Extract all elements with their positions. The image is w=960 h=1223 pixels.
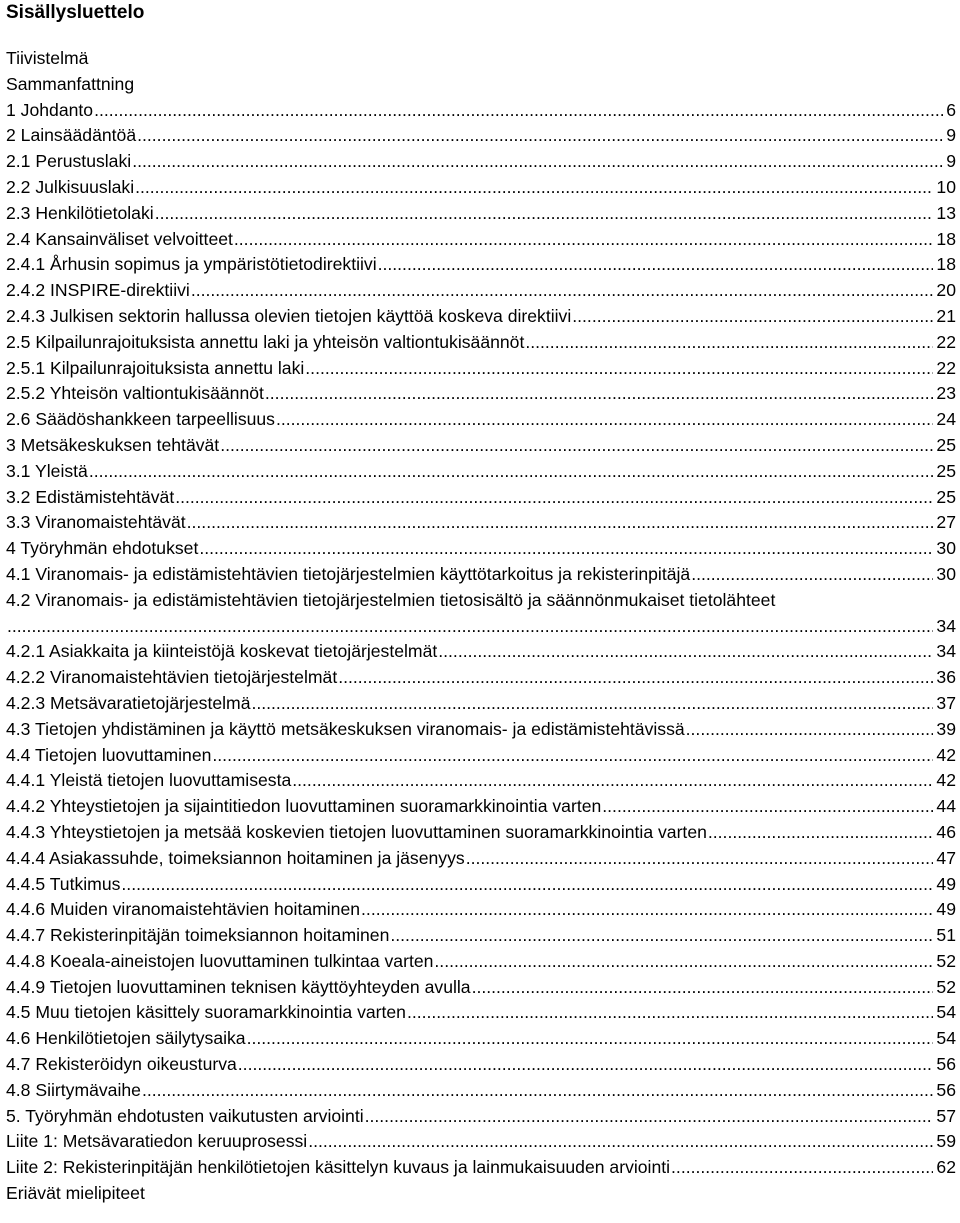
toc-dot-leader <box>247 1026 934 1052</box>
toc-entry[interactable] <box>6 175 960 201</box>
toc-dot-leader <box>265 381 934 407</box>
toc-page-number: 52 <box>936 976 956 997</box>
toc-dot-leader <box>94 98 943 124</box>
toc-entry[interactable] <box>6 356 960 382</box>
toc-dot-leader <box>175 485 933 511</box>
toc-entry[interactable] <box>6 459 960 485</box>
toc-page-number: 34 <box>936 641 956 662</box>
toc-entry-title: 3 Metsäkeskuksen tehtävät <box>6 433 220 459</box>
toc-entry-title: 4.4.2 Yhteystietojen ja sijaintitiedon luovuttaminen suoramarkkinointia varten <box>6 794 602 820</box>
toc-entry[interactable] <box>6 691 960 717</box>
toc-entry-title: 4.4.6 Muiden viranomaistehtävien hoitaminen <box>6 897 361 923</box>
toc-page-number: 9 <box>946 125 956 146</box>
toc-entry[interactable] <box>6 897 960 923</box>
toc-dot-leader <box>361 897 933 923</box>
toc-entry[interactable] <box>6 123 960 149</box>
toc-entry-title: 2 Lainsäädäntöä <box>6 123 137 149</box>
toc-page-number: 34 <box>936 615 956 636</box>
toc-entry-title: 1 Johdanto <box>6 98 94 124</box>
toc-page-number: 6 <box>946 99 956 120</box>
toc-dot-leader <box>438 639 933 665</box>
toc-dot-leader <box>137 123 943 149</box>
toc-page-number: 54 <box>936 1028 956 1049</box>
toc-entry-title: 4.8 Siirtymävaihe <box>6 1078 142 1104</box>
toc-page-number: 46 <box>936 821 956 842</box>
toc-dot-leader <box>338 665 933 691</box>
toc-dot-leader <box>407 1000 933 1026</box>
toc-dot-leader <box>234 227 934 253</box>
toc-page-number: 18 <box>936 254 956 275</box>
toc-dot-leader <box>708 820 934 846</box>
toc-entry-title: 4.1 Viranomais- ja edistämistehtävien tietojärjestelmien käyttötarkoitus ja rekisterinpitäjä <box>6 562 691 588</box>
toc-page-number: 56 <box>936 1054 956 1075</box>
toc-dot-leader <box>121 872 933 898</box>
toc-entry[interactable] <box>6 794 960 820</box>
toc-dot-leader <box>671 1155 933 1181</box>
toc-entry[interactable] <box>6 1181 960 1207</box>
toc-page-number: 10 <box>936 176 956 197</box>
toc-entry[interactable] <box>6 72 960 98</box>
toc-page-number: 42 <box>936 770 956 791</box>
toc-dot-leader <box>602 794 933 820</box>
toc-dot-leader <box>276 407 933 433</box>
toc-entry-title: 3.2 Edistämistehtävät <box>6 485 175 511</box>
toc-entry[interactable] <box>6 1052 960 1078</box>
toc-entry-title: 4.4.7 Rekisterinpitäjän toimeksiannon hoitaminen <box>6 923 390 949</box>
toc-entry[interactable] <box>6 949 960 975</box>
toc-entry[interactable] <box>6 46 960 72</box>
toc-page-number: 22 <box>936 357 956 378</box>
toc-entry-title: 4.4.8 Koeala-aineistojen luovuttaminen tulkintaa varten <box>6 949 434 975</box>
toc-entry-title: 4.6 Henkilötietojen säilytysaika <box>6 1026 247 1052</box>
toc-dot-leader <box>390 923 933 949</box>
toc-page-number: 39 <box>936 718 956 739</box>
toc-dot-leader <box>434 949 933 975</box>
toc-entry[interactable] <box>6 433 960 459</box>
toc-page-number: 30 <box>936 538 956 559</box>
toc-entry-title: 2.1 Perustuslaki <box>6 149 132 175</box>
toc-page-number: 42 <box>936 744 956 765</box>
toc-dot-leader <box>292 768 933 794</box>
document-page <box>6 0 960 1223</box>
toc-page-number: 27 <box>936 512 956 533</box>
toc-dot-leader <box>686 717 934 743</box>
toc-entry[interactable] <box>6 588 960 614</box>
toc-page-number: 22 <box>936 331 956 352</box>
toc-entry[interactable] <box>6 201 960 227</box>
toc-dot-leader <box>308 1129 933 1155</box>
toc-entry-title: 4.2.2 Viranomaistehtävien tietojärjestelmät <box>6 665 338 691</box>
toc-entry[interactable] <box>6 1129 960 1155</box>
toc-dot-leader <box>691 562 933 588</box>
toc-page-number: 25 <box>936 460 956 481</box>
toc-dot-leader <box>238 1052 934 1078</box>
toc-dot-leader <box>472 975 934 1001</box>
toc-entry-title: 4.4.1 Yleistä tietojen luovuttamisesta <box>6 768 292 794</box>
toc-entry[interactable] <box>6 665 960 691</box>
toc-entry-title: 4.4 Tietojen luovuttaminen <box>6 743 212 769</box>
toc-entry[interactable] <box>6 768 960 794</box>
toc-entry[interactable] <box>6 562 960 588</box>
toc-page-number: 9 <box>946 151 956 172</box>
toc-entry[interactable] <box>6 1026 960 1052</box>
toc-entry[interactable] <box>6 149 960 175</box>
toc-entry[interactable] <box>6 330 960 356</box>
toc-entry[interactable] <box>6 717 960 743</box>
toc-entry[interactable] <box>6 743 960 769</box>
toc-page-number: 57 <box>936 1105 956 1126</box>
toc-dot-leader <box>220 433 933 459</box>
toc-page-number: 37 <box>936 692 956 713</box>
toc-entry-title: 2.4.2 INSPIRE-direktiivi <box>6 278 191 304</box>
toc-entry-title: 3.1 Yleistä <box>6 459 89 485</box>
toc-entry[interactable] <box>6 975 960 1001</box>
toc-page-number: 36 <box>936 667 956 688</box>
toc-entry-title: 3.3 Viranomaistehtävät <box>6 510 187 536</box>
toc-entry[interactable] <box>6 639 960 665</box>
toc-entry[interactable] <box>6 923 960 949</box>
toc-entry[interactable] <box>6 1155 960 1181</box>
toc-entry[interactable] <box>6 381 960 407</box>
toc-entry-title: 4.5 Muu tietojen käsittely suoramarkkinointia varten <box>6 1000 407 1026</box>
toc-entry-title: 4.2 Viranomais- ja edistämistehtävien tietojärjestelmien tietosisältö ja säännönmukaiset tietolähteet <box>6 588 776 614</box>
toc-entry[interactable] <box>6 536 960 562</box>
toc-entry[interactable] <box>6 1104 960 1130</box>
toc-page-number: 51 <box>936 925 956 946</box>
toc-entry-title: Liite 1: Metsävaratiedon keruuprosessi <box>6 1129 308 1155</box>
toc-dot-leader <box>7 614 933 640</box>
toc-entry[interactable] <box>6 820 960 846</box>
toc-entry[interactable] <box>6 614 960 640</box>
toc-entry[interactable] <box>6 872 960 898</box>
toc-page-number: 47 <box>936 847 956 868</box>
toc-entry[interactable] <box>6 510 960 536</box>
toc-page-number: 49 <box>936 873 956 894</box>
toc-dot-leader <box>135 175 933 201</box>
toc-entry-title: 2.6 Säädöshankkeen tarpeellisuus <box>6 407 276 433</box>
toc-dot-leader <box>525 330 933 356</box>
toc-dot-leader <box>187 510 934 536</box>
toc-dot-leader <box>378 252 934 278</box>
toc-entry-title: Liite 2: Rekisterinpitäjän henkilötietojen käsittelyn kuvaus ja lainmukaisuuden arviointi <box>6 1155 671 1181</box>
toc-entry-title: 2.5.2 Yhteisön valtiontukisäännöt <box>6 381 265 407</box>
toc-entry[interactable] <box>6 1078 960 1104</box>
toc-page-number: 18 <box>936 228 956 249</box>
toc-page-number: 21 <box>936 305 956 326</box>
toc-entry-title: 4 Työryhmän ehdotukset <box>6 536 199 562</box>
toc-entry-title: 2.4.3 Julkisen sektorin hallussa olevien tietojen käyttöä koskeva direktiivi <box>6 304 572 330</box>
toc-page-number: 23 <box>936 383 956 404</box>
toc-page-number: 25 <box>936 434 956 455</box>
toc-entry-title: 4.4.3 Yhteystietojen ja metsää koskevien tietojen luovuttaminen suoramarkkinointia varten <box>6 820 708 846</box>
toc-entry-title: 4.2.1 Asiakkaita ja kiinteistöjä koskevat tietojärjestelmät <box>6 639 438 665</box>
toc-dot-leader <box>191 278 934 304</box>
toc-dot-leader <box>89 459 934 485</box>
toc-entry-title: 2.5.1 Kilpailunrajoituksista annettu laki <box>6 356 305 382</box>
toc-entry-title: 5. Työryhmän ehdotusten vaikutusten arviointi <box>6 1104 365 1130</box>
toc-dot-leader <box>132 149 943 175</box>
toc-entry-title: 2.4 Kansainväliset velvoitteet <box>6 227 234 253</box>
toc-entry-title: 2.2 Julkisuuslaki <box>6 175 135 201</box>
toc-dot-leader <box>155 201 934 227</box>
toc-entry[interactable] <box>6 98 960 124</box>
toc-page-number: 44 <box>936 796 956 817</box>
toc-page-number: 20 <box>936 280 956 301</box>
toc-page-number: 49 <box>936 899 956 920</box>
toc-entry-title: Sammanfattning <box>6 72 135 98</box>
toc-entry-title: 4.2.3 Metsävaratietojärjestelmä <box>6 691 251 717</box>
toc-entry-title: 2.5 Kilpailunrajoituksista annettu laki ja yhteisön valtiontukisäännöt <box>6 330 525 356</box>
toc-entry-title: Eriävät mielipiteet <box>6 1181 146 1207</box>
toc-page-number: 56 <box>936 1079 956 1100</box>
toc-entry-title: 4.4.5 Tutkimus <box>6 872 121 898</box>
toc-entry-title: 4.3 Tietojen yhdistäminen ja käyttö metsäkeskuksen viranomais- ja edistämistehtävissä <box>6 717 686 743</box>
toc-page-number: 59 <box>936 1131 956 1152</box>
toc-entry-title: 2.4.1 Århusin sopimus ja ympäristötietodirektiivi <box>6 252 378 278</box>
toc-dot-leader <box>466 846 934 872</box>
table-of-contents <box>6 46 960 1207</box>
toc-dot-leader <box>572 304 933 330</box>
toc-page-number: 54 <box>936 1002 956 1023</box>
toc-entry-title: 2.3 Henkilötietolaki <box>6 201 155 227</box>
toc-dot-leader <box>142 1078 933 1104</box>
toc-entry[interactable] <box>6 304 960 330</box>
toc-dot-leader <box>199 536 933 562</box>
toc-dot-leader <box>212 743 933 769</box>
toc-entry-title: 4.7 Rekisteröidyn oikeusturva <box>6 1052 238 1078</box>
toc-dot-leader <box>305 356 933 382</box>
toc-dot-leader <box>365 1104 934 1130</box>
toc-entry[interactable] <box>6 227 960 253</box>
toc-page-number: 52 <box>936 950 956 971</box>
toc-page-number: 30 <box>936 563 956 584</box>
toc-page-number: 24 <box>936 409 956 430</box>
toc-entry[interactable] <box>6 278 960 304</box>
toc-entry[interactable] <box>6 846 960 872</box>
toc-entry[interactable] <box>6 485 960 511</box>
toc-entry[interactable] <box>6 252 960 278</box>
toc-entry-title: 4.4.4 Asiakassuhde, toimeksiannon hoitaminen ja jäsenyys <box>6 846 466 872</box>
toc-page-number: 25 <box>936 486 956 507</box>
toc-entry[interactable] <box>6 407 960 433</box>
toc-entry-title: Tiivistelmä <box>6 46 89 72</box>
toc-dot-leader <box>251 691 933 717</box>
toc-entry-title: 4.4.9 Tietojen luovuttaminen teknisen käyttöyhteyden avulla <box>6 975 472 1001</box>
toc-heading: Sisällysluettelo <box>6 2 145 23</box>
toc-page-number: 13 <box>936 202 956 223</box>
toc-page-number: 62 <box>936 1157 956 1178</box>
toc-entry[interactable] <box>6 1000 960 1026</box>
